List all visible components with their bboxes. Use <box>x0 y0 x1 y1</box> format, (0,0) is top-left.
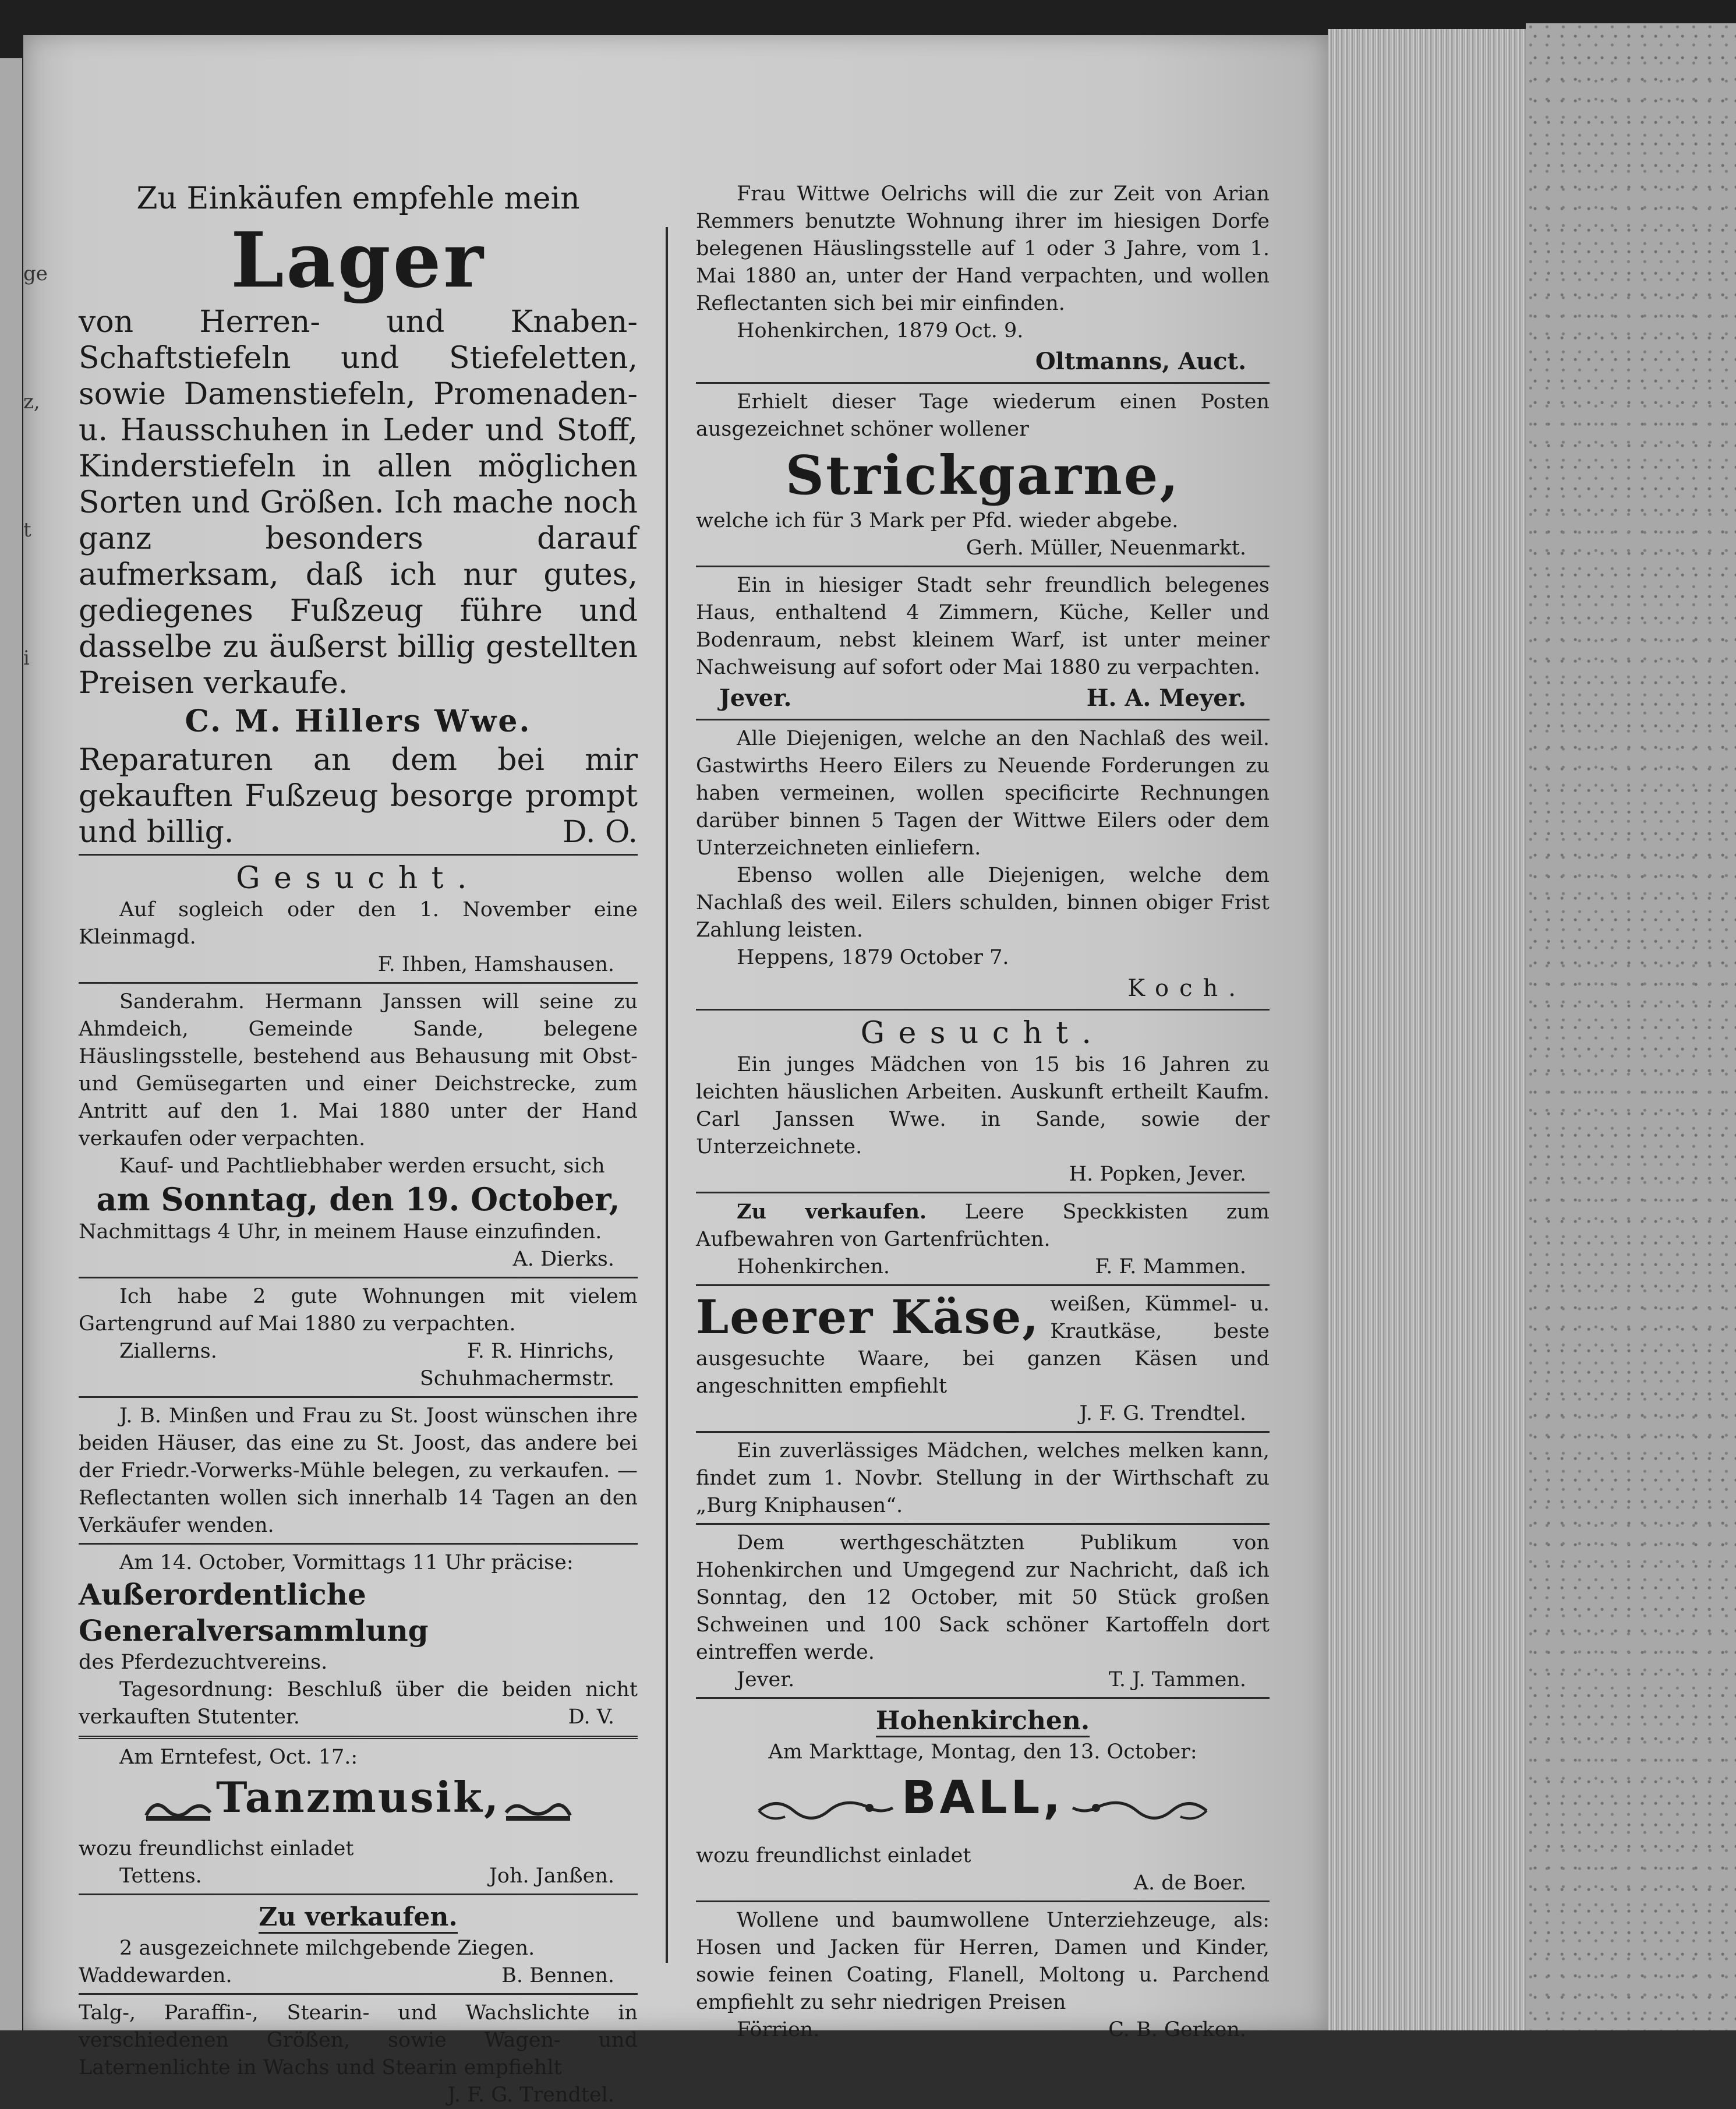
rule <box>79 854 638 856</box>
tammen-body: Dem werthgeschätzten Publikum von Hohenkirchen und Umgegend zur Nachricht, daß ich Sonntag, den 12 October, mit 50 Stück großen Schweinen und 100 Sack schöner Kartoffeln dort eintreffen werde. <box>696 1531 1270 1664</box>
kaese-title: Leerer Käse, <box>696 1290 1040 1344</box>
rule <box>696 1192 1270 1193</box>
nachlass-body2: Ebenso wollen alle Diejenigen, welche dem Nachlaß des weil. Eilers schulden, binnen obiger Frist Zahlung leisten. <box>696 864 1270 942</box>
ad-wohnungen <box>79 1283 638 1393</box>
rule <box>696 1523 1270 1525</box>
maedchen-body: Ein zuverlässiges Mädchen, welches melken kann, findet zum 1. Novbr. Stellung in der Wirthschaft zu „Burg Kniphausen“. <box>696 1439 1270 1517</box>
sanderahm-body3: Nachmittags 4 Uhr, in meinem Hause einzufinden. <box>79 1220 602 1244</box>
verkaufen-signature-row <box>79 1962 638 1990</box>
rule <box>696 719 1270 720</box>
gerken-signature: C. B. Gerken. <box>1108 2018 1246 2041</box>
general-line2: des Pferdezuchtvereins. <box>79 1651 328 1674</box>
ad-ziegen <box>79 1900 638 1990</box>
column-divider <box>666 227 668 1963</box>
ornament-left-icon <box>753 1790 899 1831</box>
ornament-right-icon <box>1067 1790 1212 1831</box>
ad-speckkisten <box>696 1198 1270 1281</box>
rule <box>696 1009 1270 1011</box>
general-line3: Tagesordnung: Beschluß über die beiden nicht verkauften Stutenter. <box>79 1678 638 1729</box>
ball-heading: Hohenkirchen. <box>696 1704 1270 1739</box>
wohnungen-signature2: Schuhmachermstr. <box>419 1367 614 1390</box>
ad-tanzmusik <box>79 1744 638 1890</box>
rule <box>79 1893 638 1895</box>
gesucht2-title: Gesucht. <box>860 1016 1105 1051</box>
talg-signature: J. F. G. Trendtel. <box>447 2083 614 2107</box>
tammen-signature-row <box>696 1666 1270 1694</box>
tanz-title: Tanzmusik, <box>216 1772 500 1822</box>
ball-line1: Am Markttage, Montag, den 13. October: <box>768 1740 1197 1764</box>
ad-gerken <box>696 1907 1270 2044</box>
ball-title: BALL, <box>901 1772 1064 1824</box>
gerken-place: Förrien. <box>737 2018 820 2041</box>
lager-firm: C. M. Hillers Wwe. <box>185 704 532 739</box>
lager-intro: Zu Einkäufen empfehle mein <box>136 181 580 216</box>
tammen-place: Jever. <box>737 1668 795 1691</box>
ad-talg <box>79 2000 638 2109</box>
tanz-place: Tettens. <box>119 1864 202 1888</box>
ad-gesucht-maedchen <box>696 1015 1270 1188</box>
gutter-marks: ge z, t i <box>23 262 48 670</box>
nachlass-place: Heppens, 1879 October 7. <box>737 946 1009 969</box>
tanz-line2: wozu freundlichst einladet <box>79 1837 354 1860</box>
tammen-signature: T. J. Tammen. <box>1108 1668 1246 1691</box>
gesucht-signature: F. Ihben, Hamshausen. <box>377 953 614 976</box>
ad-strickgarne <box>696 388 1270 562</box>
oelrichs-place: Hohenkirchen, 1879 Oct. 9. <box>737 319 1024 342</box>
tanz-line1: Am Erntefest, Oct. 17.: <box>119 1746 358 1769</box>
speck-text <box>696 1198 1270 1253</box>
kaese-signature: J. F. G. Trendtel. <box>1079 1402 1246 1425</box>
general-line1: Am 14. October, Vormittags 11 Uhr präcise: <box>119 1551 574 1574</box>
general-title: Außerordentliche Generalversammlung <box>79 1577 429 1648</box>
right-column <box>696 181 1270 2044</box>
ad-haus <box>696 572 1270 715</box>
ad-lager <box>79 181 638 850</box>
haus-place: Jever. <box>719 684 792 712</box>
rule <box>696 1284 1270 1286</box>
verkaufen-title: Zu verkaufen. <box>79 1900 638 1935</box>
speck-signature: F. F. Mammen. <box>1095 1255 1246 1278</box>
strick-title: Strickgarne, <box>785 444 1180 507</box>
newspaper-page <box>23 35 1328 2107</box>
rule <box>79 1543 638 1545</box>
ad-ball <box>696 1704 1270 1897</box>
gerken-body: Wollene und baumwollene Unterziehzeuge, als: Hosen und Jacken für Herren, Damen und Kinder, sowie feinen Coating, Flanell, Moltong u. Parchend empfiehlt zu sehr niedrigen Preisen <box>696 1909 1270 2014</box>
verkaufen-place: Waddewarden. <box>79 1964 232 1987</box>
rule <box>79 982 638 984</box>
speck-body: Leere Speckkisten zum Aufbewahren von Gartenfrüchten. <box>696 1200 1270 1251</box>
rule <box>696 1697 1270 1699</box>
wohnungen-signature: F. R. Hinrichs, <box>466 1340 614 1363</box>
page-stack-edge <box>1328 29 1526 2030</box>
gesucht-title: Gesucht. <box>236 861 480 896</box>
rule <box>79 1993 638 1995</box>
ball-line2: wozu freundlichst einladet <box>696 1844 971 1867</box>
nachlass-body: Alle Diejenigen, welche an den Nachlaß des weil. Gastwirths Heero Eilers zu Neuende Forderungen zu haben vermeinen, wollen specificirte Rechnungen darüber binnen 5 Tagen der Wittwe Eilers oder dem Unterzeichneten einliefern. <box>696 727 1270 860</box>
rule <box>696 566 1270 567</box>
ad-generalversammlung <box>79 1549 638 1731</box>
oelrichs-body: Frau Wittwe Oelrichs will die zur Zeit von Arian Remmers benutzte Wohnung ihrer im hiesigen Dorfe belegenen Häuslingsstelle auf 1 oder 3 Jahre, vom 1. Mai 1880 an, unter der Hand verpachten, und wollen Reflectanten sich bei mir einfinden. <box>696 182 1270 315</box>
ornament-left-icon <box>143 1795 213 1824</box>
wohnungen-body: Ich habe 2 gute Wohnungen mit vielem Gartengrund auf Mai 1880 zu verpachten. <box>79 1285 638 1336</box>
ball-title-row <box>696 1766 1270 1842</box>
ornament-right-icon <box>503 1795 573 1824</box>
rule <box>79 1277 638 1278</box>
haus-signature-row <box>696 681 1270 715</box>
speck-place: Hohenkirchen. <box>737 1255 890 1278</box>
tanz-signature-row <box>79 1863 638 1890</box>
haus-signature: H. A. Meyer. <box>1086 684 1246 712</box>
sanderahm-body: Sanderahm. Hermann Janssen will seine zu Ahmdeich, Gemeinde Sande, belegene Häuslingsstelle, bestehend aus Behausung mit Obst- und Gemüsegarten und einer Deichstrecke, zum Antritt auf den 1. Mai 1880 unter der Hand verkaufen oder verpachten. <box>79 990 638 1150</box>
rule <box>696 1431 1270 1433</box>
ad-oelrichs <box>696 181 1270 379</box>
gesucht2-body: Ein junges Mädchen von 15 bis 16 Jahren zu leichten häuslichen Arbeiten. Auskunft ertheilt Kaufm. Carl Janssen Wwe. in Sande, sowie der Unterzeichnete. <box>696 1053 1270 1158</box>
double-rule <box>79 1736 638 1739</box>
general-signature: D. V. <box>568 1705 614 1729</box>
kaese-body: weißen, Kümmel- u. Krautkäse, beste ausgesuchte Waare, bei ganzen Käsen und angeschnitten empfiehlt <box>696 1292 1270 1398</box>
lager-title: Lager <box>231 216 486 305</box>
strick-intro: Erhielt dieser Tage wiederum einen Posten ausgezeichnet schöner wollener <box>696 390 1270 441</box>
left-column <box>79 181 638 2109</box>
gesucht2-signature: H. Popken, Jever. <box>1069 1163 1246 1186</box>
lager-repair-signature: D. O. <box>562 815 638 850</box>
tanz-title-row <box>79 1771 638 1835</box>
ball-signature: A. de Boer. <box>1133 1871 1246 1895</box>
lager-repair: Reparaturen an dem bei mir gekauften Fußzeug besorge prompt und billig. <box>79 743 638 850</box>
previous-page-edge <box>0 58 22 2030</box>
tanz-signature: Joh. Janßen. <box>489 1864 614 1888</box>
verkaufen-body: 2 ausgezeichnete milchgebende Ziegen. <box>119 1937 535 1960</box>
sanderahm-signature: A. Dierks. <box>512 1248 614 1271</box>
sanderahm-date: am Sonntag, den 19. October, <box>96 1181 620 1218</box>
oelrichs-signature: Oltmanns, Auct. <box>1035 348 1246 375</box>
rule <box>79 1396 638 1398</box>
minssen-body: J. B. Minßen und Frau zu St. Joost wünschen ihre beiden Häuser, das eine zu St. Joost, das andere bei der Friedr.-Vorwerks-Mühle belegen, zu verkaufen. — Reflectanten wollen sich innerhalb 14 Tagen an den Verkäufer wenden. <box>79 1404 638 1537</box>
wohnungen-place: Ziallerns. <box>119 1340 217 1363</box>
nachlass-signature: Koch. <box>1127 975 1246 1002</box>
gesucht-body: Auf sogleich oder den 1. November eine Kleinmagd. <box>79 898 638 949</box>
ad-tammen <box>696 1529 1270 1694</box>
haus-body: Ein in hiesiger Stadt sehr freundlich belegenes Haus, enthaltend 4 Zimmern, Küche, Keller und Bodenraum, nebst kleinem Warf, ist unter meiner Nachweisung auf sofort oder Mai 1880 zu verpachten. <box>696 574 1270 679</box>
ad-kaese <box>696 1291 1270 1428</box>
ad-zuverlaessiges-maedchen <box>696 1437 1270 1520</box>
book-cover <box>1526 23 1736 2030</box>
rule <box>696 1900 1270 1902</box>
strick-signature: Gerh. Müller, Neuenmarkt. <box>966 536 1246 560</box>
talg-body: Talg-, Paraffin-, Stearin- und Wachslichte in verschiedenen Größen, sowie Wagen- und Laternenlichte in Wachs und Stearin empfiehlt <box>79 2001 638 2079</box>
speck-lead: Zu verkaufen. <box>737 1200 927 1224</box>
rule <box>696 382 1270 384</box>
sanderahm-body2: Kauf- und Pachtliebhaber werden ersucht, sich <box>119 1154 605 1178</box>
ad-sanderahm <box>79 988 638 1273</box>
ad-minssen <box>79 1403 638 1539</box>
ad-nachlass <box>696 725 1270 1005</box>
verkaufen-signature: B. Bennen. <box>501 1964 614 1987</box>
ad-gesucht-kleinmagd <box>79 860 638 978</box>
wohnungen-signature-row <box>79 1338 638 1365</box>
speck-signature-row <box>696 1253 1270 1281</box>
strick-body: welche ich für 3 Mark per Pfd. wieder abgebe. <box>696 509 1179 532</box>
lager-body: von Herren- und Knaben-Schaftstiefeln und Stiefeletten, sowie Damenstiefeln, Promenaden- u. Hausschuhen in Leder und Stoff, Kinderstiefeln in allen möglichen Sorten und Größen. Ich mache noch ganz besonders darauf aufmerksam, daß ich nur gutes, gediegenes Fußzeug führe und dasselbe zu äußerst billig gestellten Preisen verkaufe. <box>79 305 638 701</box>
